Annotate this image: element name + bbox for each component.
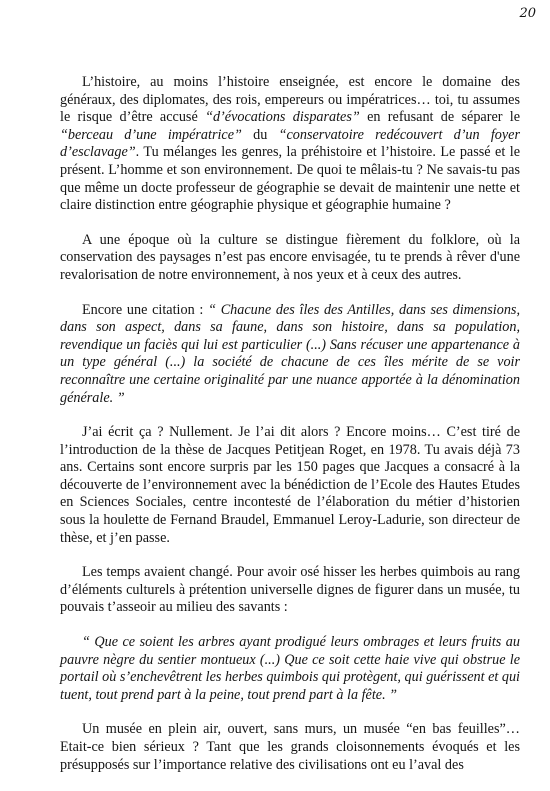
paragraph — [60, 232, 520, 285]
italic-text: “berceau d’une impératrice” — [60, 126, 242, 143]
text-run: Les temps avaient changé. Pour avoir osé hisser les herbes quimbois au rang d’éléments culturels à prétention universelle dignes de figurer dans un musée, tu pouvais t’asseoir au milieu des savants : — [60, 564, 520, 616]
text-run: A une époque où la culture se distingue fièrement du folklore, où la conservation des paysages n’est pas encore envisagée, tu te prends à rêver d'une revalorisation de notre environnement, à nos yeux et à ceux des autres. — [60, 231, 520, 283]
text-run: L’histoire, au moins l’histoire enseignée, est encore le domaine des généraux, des diplomates, des rois, empereurs ou impératrices… toi, tu assumes le risque d’être accusé — [60, 74, 520, 126]
paragraph — [60, 302, 520, 408]
italic-text: “ Chacune des îles des Antilles, dans ses dimensions, dans son aspect, dans sa faune, dans son histoire, dans sa population, revendique un faciès qui lui est particulier (...) Sans récuser une appartenance à un type général (...) la société de chacune de ces îles mérite de se voir reconnaître une certaine originalité par une nuance apportée à la dénomination générale. ” — [60, 301, 520, 406]
italic-text: “ Que ce soient les arbres ayant prodigué leurs ombrages et leurs fruits au pauvre nègre du sentier montueux (...) Que ce soit cette haie vive qui obstrue le portail où s’enchevêtrent les herbes quimbois qui protègent, qui guérissent et qui tuent, tout prend part à la peine, tout prend part à la fête. ” — [60, 634, 520, 703]
page-number: 20 — [519, 6, 536, 21]
text-run: . Tu mélanges les genres, la préhistoire et l’histoire. Le passé et le présent. L’homme et son environnement. De quoi te mêlais-tu ? Ne savais-tu pas que même un docte professeur de géographie se devait de maintenir une nette et claire distinction entre géographie physique et géographie humaine ? — [60, 144, 520, 214]
document-body — [60, 74, 520, 791]
text-run: Encore une citation : — [82, 301, 209, 318]
text-run: J’ai écrit ça ? Nullement. Je l’ai dit alors ? Encore moins… C’est tiré de l’introduction de la thèse de Jacques Petitjean Roget, en 1978. Tu avais déjà 73 ans. Certains sont encore surpris par les 150 pages que Jacques a consacré à la découverte de l’environnement avec la bénédiction de l’Ecole des Hautes Etudes en Sciences Sociales, centre incontesté de l’élaboration du métier d’historien sous la houlette de Fernand Braudel, Emmanuel Leroy-Ladurie, son directeur de thèse, et j’en passe. — [60, 424, 520, 546]
quotation-paragraph — [60, 634, 520, 704]
paragraph — [60, 424, 520, 547]
text-run: Un musée en plein air, ouvert, sans murs, un musée “en bas feuilles”… Etait-ce bien sérieux ? Tant que les grands cloisonnements évoqués et les présupposés sur l’importance relative des civilisations ont eu l’aval des — [60, 721, 520, 773]
italic-text: “d’évocations disparates” — [205, 109, 360, 126]
paragraph — [60, 564, 520, 617]
paragraph — [60, 74, 520, 215]
text-run: en refusant de séparer le — [359, 109, 521, 126]
italic-text: “conservatoire redécouvert d’un foyer d’esclavage” — [60, 126, 521, 161]
paragraph — [60, 721, 520, 774]
text-run: du — [241, 126, 279, 143]
